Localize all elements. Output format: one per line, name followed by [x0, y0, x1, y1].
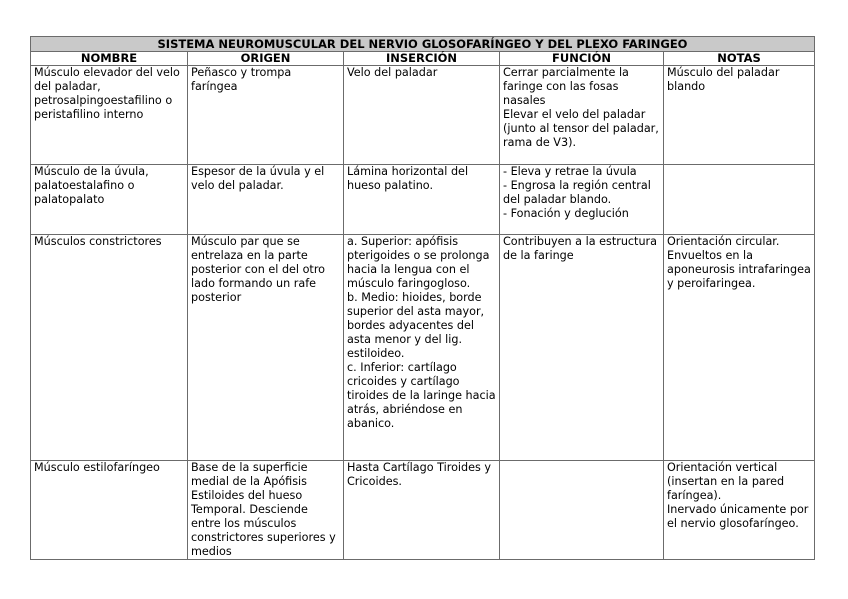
- cell-notas: [664, 165, 815, 235]
- table-title: SISTEMA NEUROMUSCULAR DEL NERVIO GLOSOFARÍNGEO Y DEL PLEXO FARINGEO: [31, 37, 815, 52]
- cell-funcion: Cerrar parcialmente la faringe con las fosas nasales Elevar el velo del paladar (junto al tensor del paladar, rama de V3).: [500, 66, 664, 165]
- cell-insercion: Lámina horizontal del hueso palatino.: [344, 165, 500, 235]
- column-header-nombre: NOMBRE: [31, 52, 188, 66]
- table-row: [31, 235, 815, 461]
- cell-origen: Base de la superficie medial de la Apófisis Estiloides del hueso Temporal. Desciende entre los músculos constrictores superiores y medios: [188, 461, 344, 560]
- cell-notas: Orientación circular. Envueltos en la aponeurosis intrafaringea y peroifaringea.: [664, 235, 815, 461]
- table-row: [31, 461, 815, 560]
- cell-funcion: Contribuyen a la estructura de la faringe: [500, 235, 664, 461]
- cell-origen: Espesor de la úvula y el velo del paladar.: [188, 165, 344, 235]
- cell-insercion: Velo del paladar: [344, 66, 500, 165]
- cell-insercion: Hasta Cartílago Tiroides y Cricoides.: [344, 461, 500, 560]
- cell-notas: Músculo del paladar blando: [664, 66, 815, 165]
- cell-nombre: Músculo elevador del velo del paladar, petrosalpingoestafilino o peristafilino interno: [31, 66, 188, 165]
- column-header-notas: NOTAS: [664, 52, 815, 66]
- cell-funcion: [500, 461, 664, 560]
- cell-nombre: Músculo estilofaríngeo: [31, 461, 188, 560]
- cell-origen: Músculo par que se entrelaza en la parte posterior con el del otro lado formando un rafe posterior: [188, 235, 344, 461]
- column-header-funcion: FUNCIÓN: [500, 52, 664, 66]
- column-header-origen: ORIGEN: [188, 52, 344, 66]
- cell-notas: Orientación vertical (insertan en la pared faríngea). Inervado únicamente por el nervio glosofaríngeo.: [664, 461, 815, 560]
- header-row: [31, 52, 815, 66]
- table-row: [31, 66, 815, 165]
- table-row: [31, 165, 815, 235]
- cell-nombre: Músculos constrictores: [31, 235, 188, 461]
- muscle-table: [30, 36, 815, 560]
- cell-origen: Peñasco y trompa faríngea: [188, 66, 344, 165]
- column-header-insercion: INSERCIÓN: [344, 52, 500, 66]
- cell-nombre: Músculo de la úvula, palatoestalafino o palatopalato: [31, 165, 188, 235]
- cell-funcion: - Eleva y retrae la úvula - Engrosa la región central del paladar blando. - Fonación y deglución: [500, 165, 664, 235]
- cell-insercion: a. Superior: apófisis pterigoides o se prolonga hacia la lengua con el músculo faringogloso. b. Medio: hioides, borde superior del asta mayor, bordes adyacentes del asta menor y del lig. estiloideo. c. Inferior: cartílago cricoides y cartílago tiroides de la laringe hacia atrás, abriéndose en abanico.: [344, 235, 500, 461]
